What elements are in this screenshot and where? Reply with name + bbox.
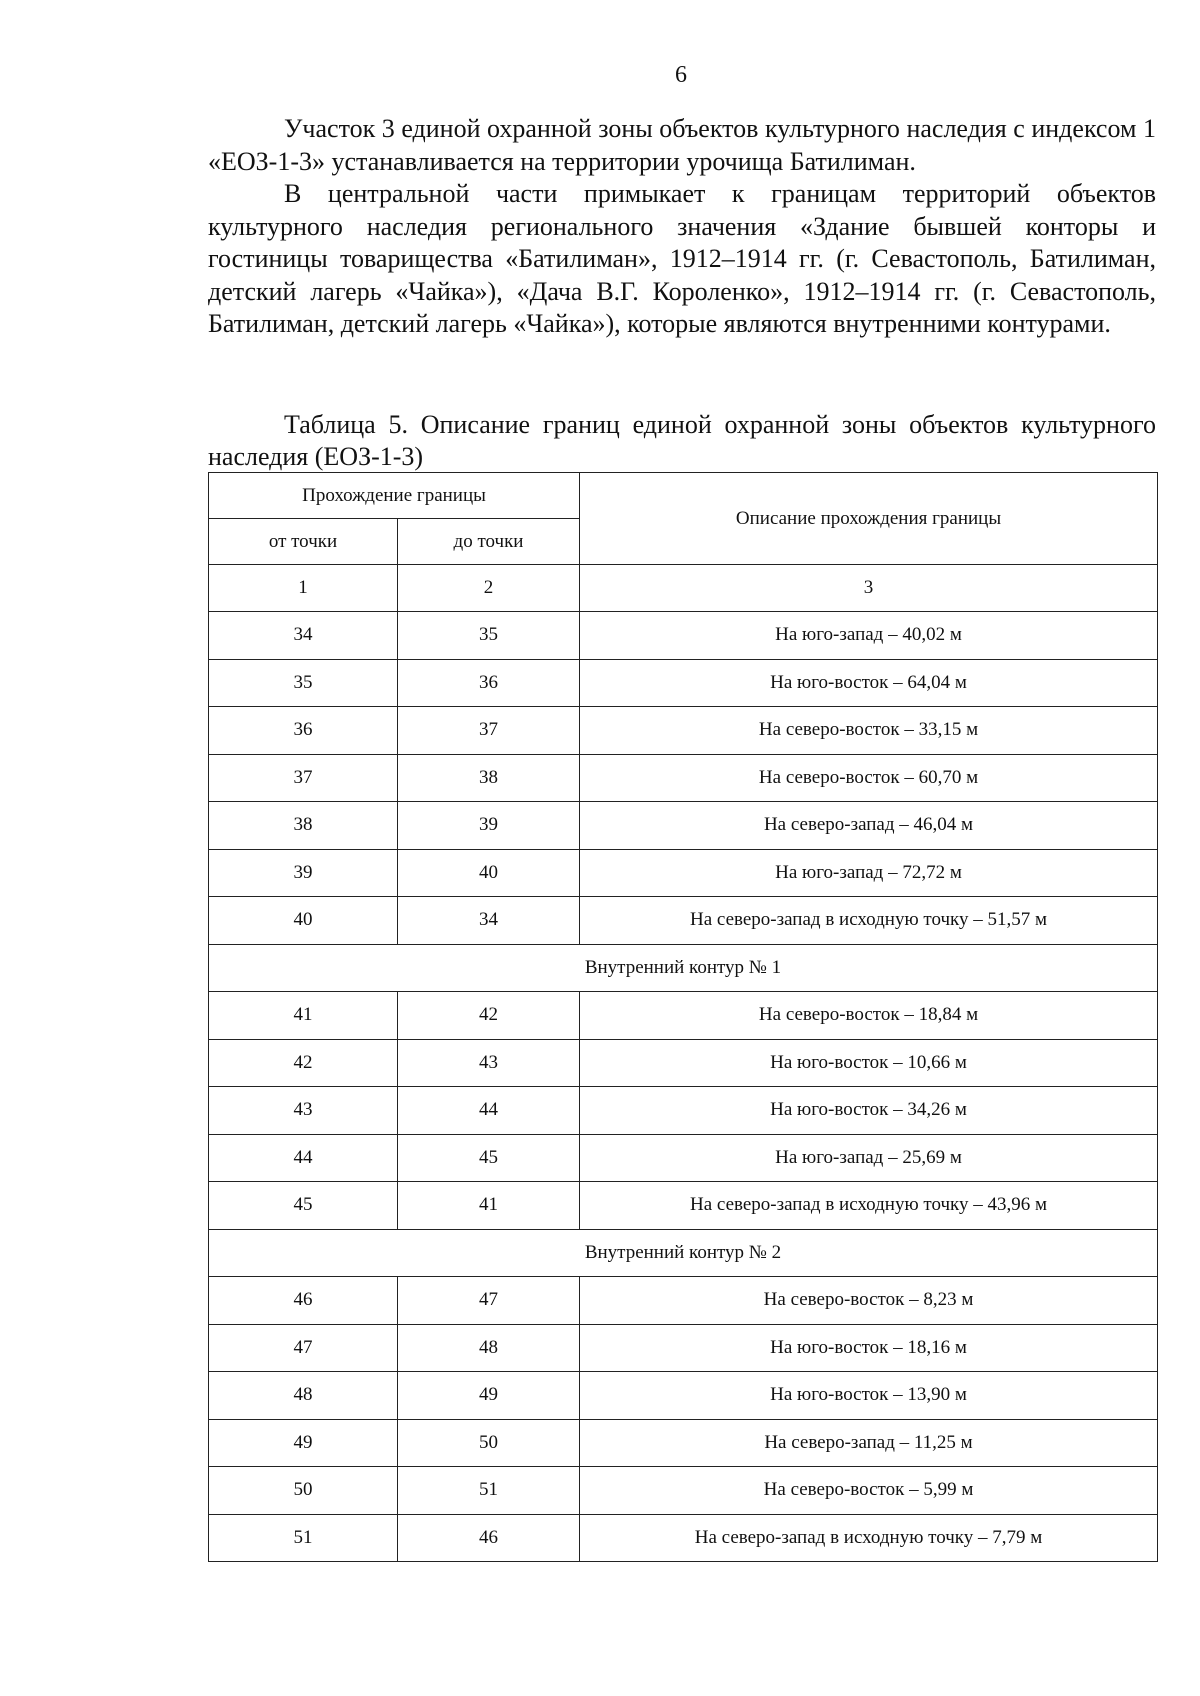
from-point-cell: 38 (209, 802, 398, 850)
from-point-cell: 49 (209, 1419, 398, 1467)
table-row (209, 992, 1158, 1040)
table-header-row (209, 473, 1158, 519)
page-number: 6 (675, 62, 687, 88)
to-point-cell: 42 (398, 992, 580, 1040)
from-point-cell: 42 (209, 1039, 398, 1087)
to-point-cell: 34 (398, 897, 580, 945)
from-point-cell: 34 (209, 612, 398, 660)
description-cell: На северо-запад – 46,04 м (580, 802, 1158, 850)
table-row (209, 612, 1158, 660)
to-point-cell: 45 (398, 1134, 580, 1182)
to-point-cell: 38 (398, 754, 580, 802)
to-point-cell: 39 (398, 802, 580, 850)
column-number: 3 (580, 565, 1158, 612)
paragraph-intro: Участок 3 единой охранной зоны объектов культурного наследия с индексом 1 «ЕОЗ-1-3» устанавливается на территории урочища Батилиман. (208, 114, 1156, 176)
to-point-cell: 46 (398, 1514, 580, 1562)
table-row (209, 754, 1158, 802)
from-point-cell: 40 (209, 897, 398, 945)
table-row (209, 659, 1158, 707)
contour-title: Внутренний контур № 2 (209, 1229, 1158, 1277)
table-body (209, 565, 1158, 1562)
from-point-cell: 50 (209, 1467, 398, 1515)
from-point-cell: 47 (209, 1324, 398, 1372)
description-cell: На северо-запад в исходную точку – 43,96 м (580, 1182, 1158, 1230)
description-cell: На юго-запад – 72,72 м (580, 849, 1158, 897)
from-point-cell: 46 (209, 1277, 398, 1325)
to-point-cell: 43 (398, 1039, 580, 1087)
description-cell: На юго-восток – 13,90 м (580, 1372, 1158, 1420)
table-row (209, 1324, 1158, 1372)
to-point-cell: 40 (398, 849, 580, 897)
table-row (209, 1514, 1158, 1562)
to-point-cell: 48 (398, 1324, 580, 1372)
to-point-cell: 47 (398, 1277, 580, 1325)
to-point-cell: 36 (398, 659, 580, 707)
contour-title-row (209, 1229, 1158, 1277)
description-cell: На северо-восток – 5,99 м (580, 1467, 1158, 1515)
to-point-cell: 37 (398, 707, 580, 755)
header-from-point: от точки (209, 519, 398, 565)
to-point-cell: 44 (398, 1087, 580, 1135)
description-cell: На юго-запад – 40,02 м (580, 612, 1158, 660)
column-number: 2 (398, 565, 580, 612)
description-cell: На северо-восток – 60,70 м (580, 754, 1158, 802)
from-point-cell: 48 (209, 1372, 398, 1420)
header-boundary-passage: Прохождение границы (209, 473, 580, 519)
from-point-cell: 37 (209, 754, 398, 802)
description-cell: На юго-восток – 18,16 м (580, 1324, 1158, 1372)
table-row (209, 707, 1158, 755)
to-point-cell: 50 (398, 1419, 580, 1467)
description-cell: На юго-запад – 25,69 м (580, 1134, 1158, 1182)
table-row (209, 1372, 1158, 1420)
from-point-cell: 45 (209, 1182, 398, 1230)
from-point-cell: 44 (209, 1134, 398, 1182)
header-description: Описание прохождения границы (580, 473, 1158, 565)
column-number: 1 (209, 565, 398, 612)
from-point-cell: 43 (209, 1087, 398, 1135)
description-cell: На северо-запад – 11,25 м (580, 1419, 1158, 1467)
contour-title-row (209, 944, 1158, 992)
description-cell: На северо-запад в исходную точку – 51,57 м (580, 897, 1158, 945)
description-cell: На юго-восток – 64,04 м (580, 659, 1158, 707)
table-row (209, 1039, 1158, 1087)
to-point-cell: 41 (398, 1182, 580, 1230)
to-point-cell: 49 (398, 1372, 580, 1420)
from-point-cell: 35 (209, 659, 398, 707)
column-number-row (209, 565, 1158, 612)
table-row (209, 802, 1158, 850)
description-cell: На северо-восток – 33,15 м (580, 707, 1158, 755)
description-cell: На северо-восток – 18,84 м (580, 992, 1158, 1040)
description-cell: На северо-восток – 8,23 м (580, 1277, 1158, 1325)
description-cell: На юго-восток – 10,66 м (580, 1039, 1158, 1087)
table-row (209, 897, 1158, 945)
from-point-cell: 51 (209, 1514, 398, 1562)
boundary-table (208, 472, 1158, 1562)
description-cell: На юго-восток – 34,26 м (580, 1087, 1158, 1135)
description-cell: На северо-запад в исходную точку – 7,79 м (580, 1514, 1158, 1562)
table-row (209, 1087, 1158, 1135)
header-to-point: до точки (398, 519, 580, 565)
table-caption: Таблица 5. Описание границ единой охранной зоны объектов культурного наследия (ЕОЗ-1-3) (208, 410, 1156, 471)
table-row (209, 1277, 1158, 1325)
paragraph-description: В центральной части примыкает к границам территорий объектов культурного наследия регионального значения «Здание бывшей конторы и гостиницы товарищества «Батилиман», 1912–1914 гг. (г. Севастополь, Батилиман, детский лагерь «Чайка»), «Дача В.Г. Короленко», 1912–1914 гг. (г. Севастополь, Батилиман, детский лагерь «Чайка»), которые являются внутренними контурами. (208, 179, 1156, 338)
to-point-cell: 35 (398, 612, 580, 660)
table-row (209, 1419, 1158, 1467)
table-row (209, 849, 1158, 897)
table-row (209, 1134, 1158, 1182)
from-point-cell: 41 (209, 992, 398, 1040)
table-row (209, 1467, 1158, 1515)
from-point-cell: 39 (209, 849, 398, 897)
to-point-cell: 51 (398, 1467, 580, 1515)
contour-title: Внутренний контур № 1 (209, 944, 1158, 992)
table-row (209, 1182, 1158, 1230)
from-point-cell: 36 (209, 707, 398, 755)
